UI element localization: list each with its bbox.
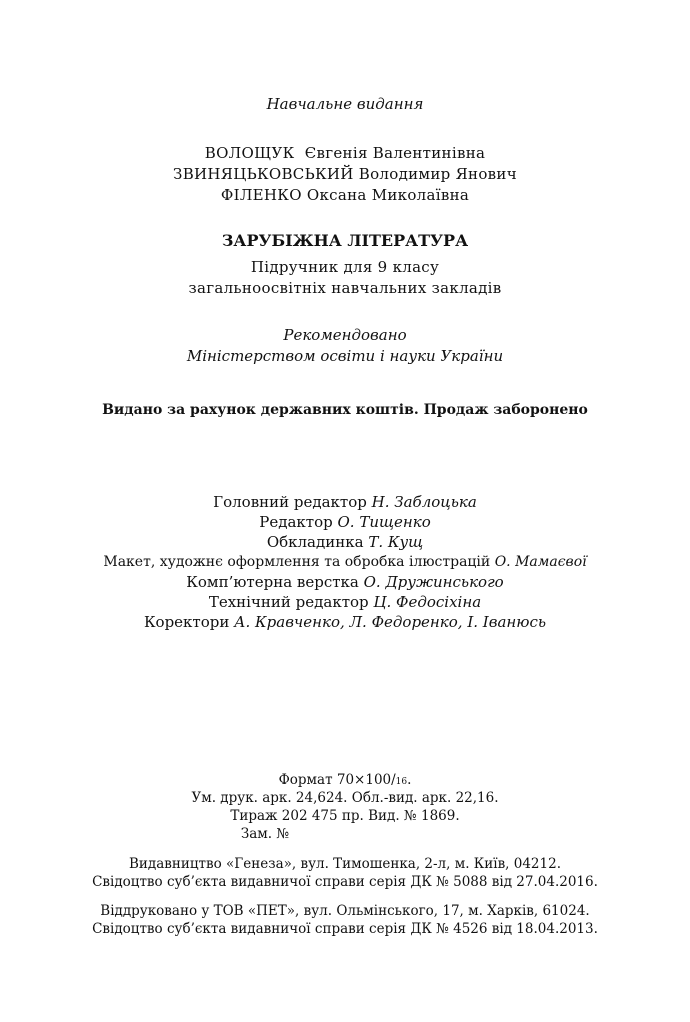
publisher-address: Видавництво «Генеза», вул. Тимошенка, 2-л, м. Київ, 04212.	[129, 856, 561, 872]
format-line	[0, 771, 690, 791]
print-run: Тираж 202 475 пр. Вид. № 1869.	[230, 808, 460, 824]
book-title: ЗАРУБІЖНА ЛІТЕРАТУРА	[221, 231, 469, 250]
credit-role: Технічний редактор	[208, 593, 374, 611]
credit-line	[0, 513, 690, 531]
author-given-name: Оксана Миколаївна	[306, 186, 470, 204]
credit-line	[0, 493, 690, 511]
credit-name: О. Дружинського	[363, 573, 504, 591]
credit-name: Н. Заблоцька	[371, 493, 477, 511]
credit-role: Комп’ютерна верстка	[186, 573, 364, 591]
format-end: .	[407, 772, 412, 788]
credit-name: Т. Кущ	[368, 533, 424, 551]
author-given-name: Володимир Янович	[358, 165, 517, 183]
credit-name: О. Тищенко	[337, 513, 431, 531]
recommendation-line: Рекомендовано	[283, 326, 407, 344]
credit-role: Головний редактор	[213, 493, 372, 511]
credit-line	[0, 553, 690, 571]
publisher-certificate: Свідоцтво суб’єкта видавничої справи серія ДК № 5088 від 27.04.2016.	[92, 874, 598, 890]
printed-sheets: Ум. друк. арк. 24,624. Обл.-вид. арк. 22,16.	[191, 790, 499, 806]
credit-line	[0, 533, 690, 551]
credit-line	[0, 573, 690, 591]
credit-role: Редактор	[259, 513, 338, 531]
credit-line	[0, 593, 690, 611]
credit-name: А. Кравченко, Л. Федоренко, І. Іванюсь	[234, 613, 547, 631]
format-label: Формат 70×100/	[278, 772, 396, 788]
credit-role: Обкладинка	[266, 533, 369, 551]
credit-line	[0, 613, 690, 631]
recommendation-line: Міністерством освіти і науки України	[186, 347, 504, 365]
credit-name: О. Мамаєвої	[494, 554, 587, 570]
author-line	[0, 186, 690, 204]
order-number: Зам. №	[240, 826, 290, 842]
author-surname: ФІЛЕНКО	[220, 186, 302, 204]
author-given-name: Євгенія Валентинівна	[304, 144, 486, 162]
author-line	[0, 165, 690, 183]
edition-type: Навчальне видання	[266, 95, 424, 113]
book-subtitle: Підручник для 9 класу	[250, 258, 440, 276]
free-distribution-notice: Видано за рахунок державних коштів. Продаж заборонено	[102, 402, 588, 418]
book-subtitle: загальноосвітніх навчальних закладів	[188, 279, 502, 297]
author-surname: ВОЛОЩУК	[204, 144, 295, 162]
credit-role: Макет, художнє оформлення та обробка ілюстрацій	[103, 554, 495, 570]
author-line	[0, 144, 690, 162]
author-surname: ЗВИНЯЦЬКОВСЬКИЙ	[173, 165, 354, 183]
printer-certificate: Свідоцтво суб’єкта видавничої справи серія ДК № 4526 від 18.04.2013.	[92, 921, 598, 937]
format-fraction: 16	[395, 777, 408, 787]
printer-address: Віддруковано у ТОВ «ПЕТ», вул. Ольмінського, 17, м. Харків, 61024.	[100, 903, 590, 919]
credit-role: Коректори	[143, 613, 235, 631]
credit-name: Ц. Федосіхіна	[373, 593, 482, 611]
